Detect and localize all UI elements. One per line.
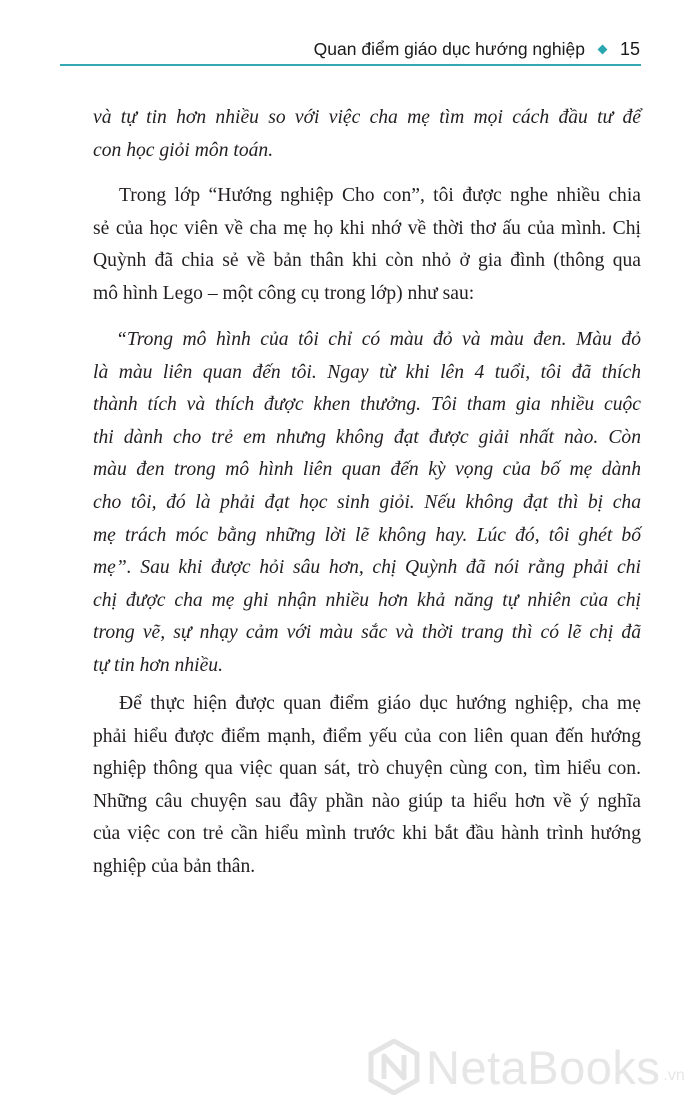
text-line: con học giỏi môn toán.: [93, 139, 274, 161]
text-line: cho tôi, đó là phải đạt học sinh giỏi. Nếu không đạt thì bị cha: [93, 491, 641, 513]
watermark: [368, 1032, 698, 1102]
text-line: sẻ của học viên về cha mẹ họ khi nhớ về thời thơ ấu của mình. Chị: [93, 217, 641, 239]
text-line: Trong lớp “Hướng nghiệp Cho con”, tôi được nghe nhiều chia: [119, 185, 641, 206]
text-line: là màu liên quan đến tôi. Ngay từ khi lên 4 tuổi, tôi đã thích: [93, 361, 641, 383]
paragraph-continuation: [93, 102, 641, 167]
text-line: màu đen trong mô hình liên quan đến kỳ vọng của bố mẹ dành: [93, 459, 641, 481]
text-line: và tự tin hơn nhiều so với việc cha mẹ tìm mọi cách đầu tư để: [93, 107, 641, 128]
text-line: tự tin hơn nhiều.: [93, 654, 223, 676]
running-title: Quan điểm giáo dục hướng nghiệp: [313, 38, 585, 59]
watermark-suffix: .vn: [663, 1067, 685, 1084]
paragraph-conclusion: [93, 688, 641, 884]
text-line: Để thực hiện được quan điểm giáo dục hướng nghiệp, cha mẹ: [119, 693, 641, 714]
text-line: chị được cha mẹ ghi nhận nhiều hơn khả năng tự nhiên của chị: [93, 589, 641, 611]
text-line: phải hiểu được điểm mạnh, điểm yếu của con liên quan đến hướng: [93, 725, 641, 747]
text-line: “Trong mô hình của tôi chỉ có màu đỏ và màu đen. Màu đỏ: [116, 329, 641, 350]
text-line: mẹ trách móc bằng những lời lẽ không hay. Lúc đó, tôi ghét bố: [93, 524, 641, 546]
text-line: nghiệp thông qua việc quan sát, trò chuyện cùng con, tìm hiểu con.: [93, 758, 641, 780]
header-rule: [60, 64, 641, 66]
text-line: thi dành cho trẻ em nhưng không đạt được giải nhất nào. Còn: [93, 426, 641, 448]
watermark-text: NetaBooks: [426, 1040, 661, 1094]
paragraph-intro: [93, 180, 641, 310]
text-line: mẹ”. Sau khi được hỏi sâu hơn, chị Quỳnh đã nói rằng phải chi: [93, 557, 641, 579]
netabooks-logo-icon: [368, 1039, 420, 1095]
text-line: của việc con trẻ cần hiểu mình trước khi bắt đầu hành trình hướng: [93, 823, 641, 845]
diamond-icon: [598, 44, 608, 54]
text-line: mô hình Lego – một công cụ trong lớp) như sau:: [93, 282, 475, 304]
block-quote: [93, 324, 641, 683]
text-line: nghiệp của bản thân.: [93, 855, 256, 877]
page-number: 15: [619, 38, 640, 59]
running-header: [60, 36, 640, 62]
text-line: Những câu chuyện sau đây phần nào giúp ta hiểu hơn về ý nghĩa: [93, 790, 641, 812]
text-line: Quỳnh đã chia sẻ về bản thân khi còn nhỏ ở gia đình (thông qua: [93, 250, 641, 272]
text-line: trong vẽ, sự nhạy cảm với màu sắc và thời trang thì có lẽ chị đã: [93, 622, 641, 644]
text-line: thành tích và thích được khen thưởng. Tôi tham gia nhiều cuộc: [93, 394, 641, 416]
